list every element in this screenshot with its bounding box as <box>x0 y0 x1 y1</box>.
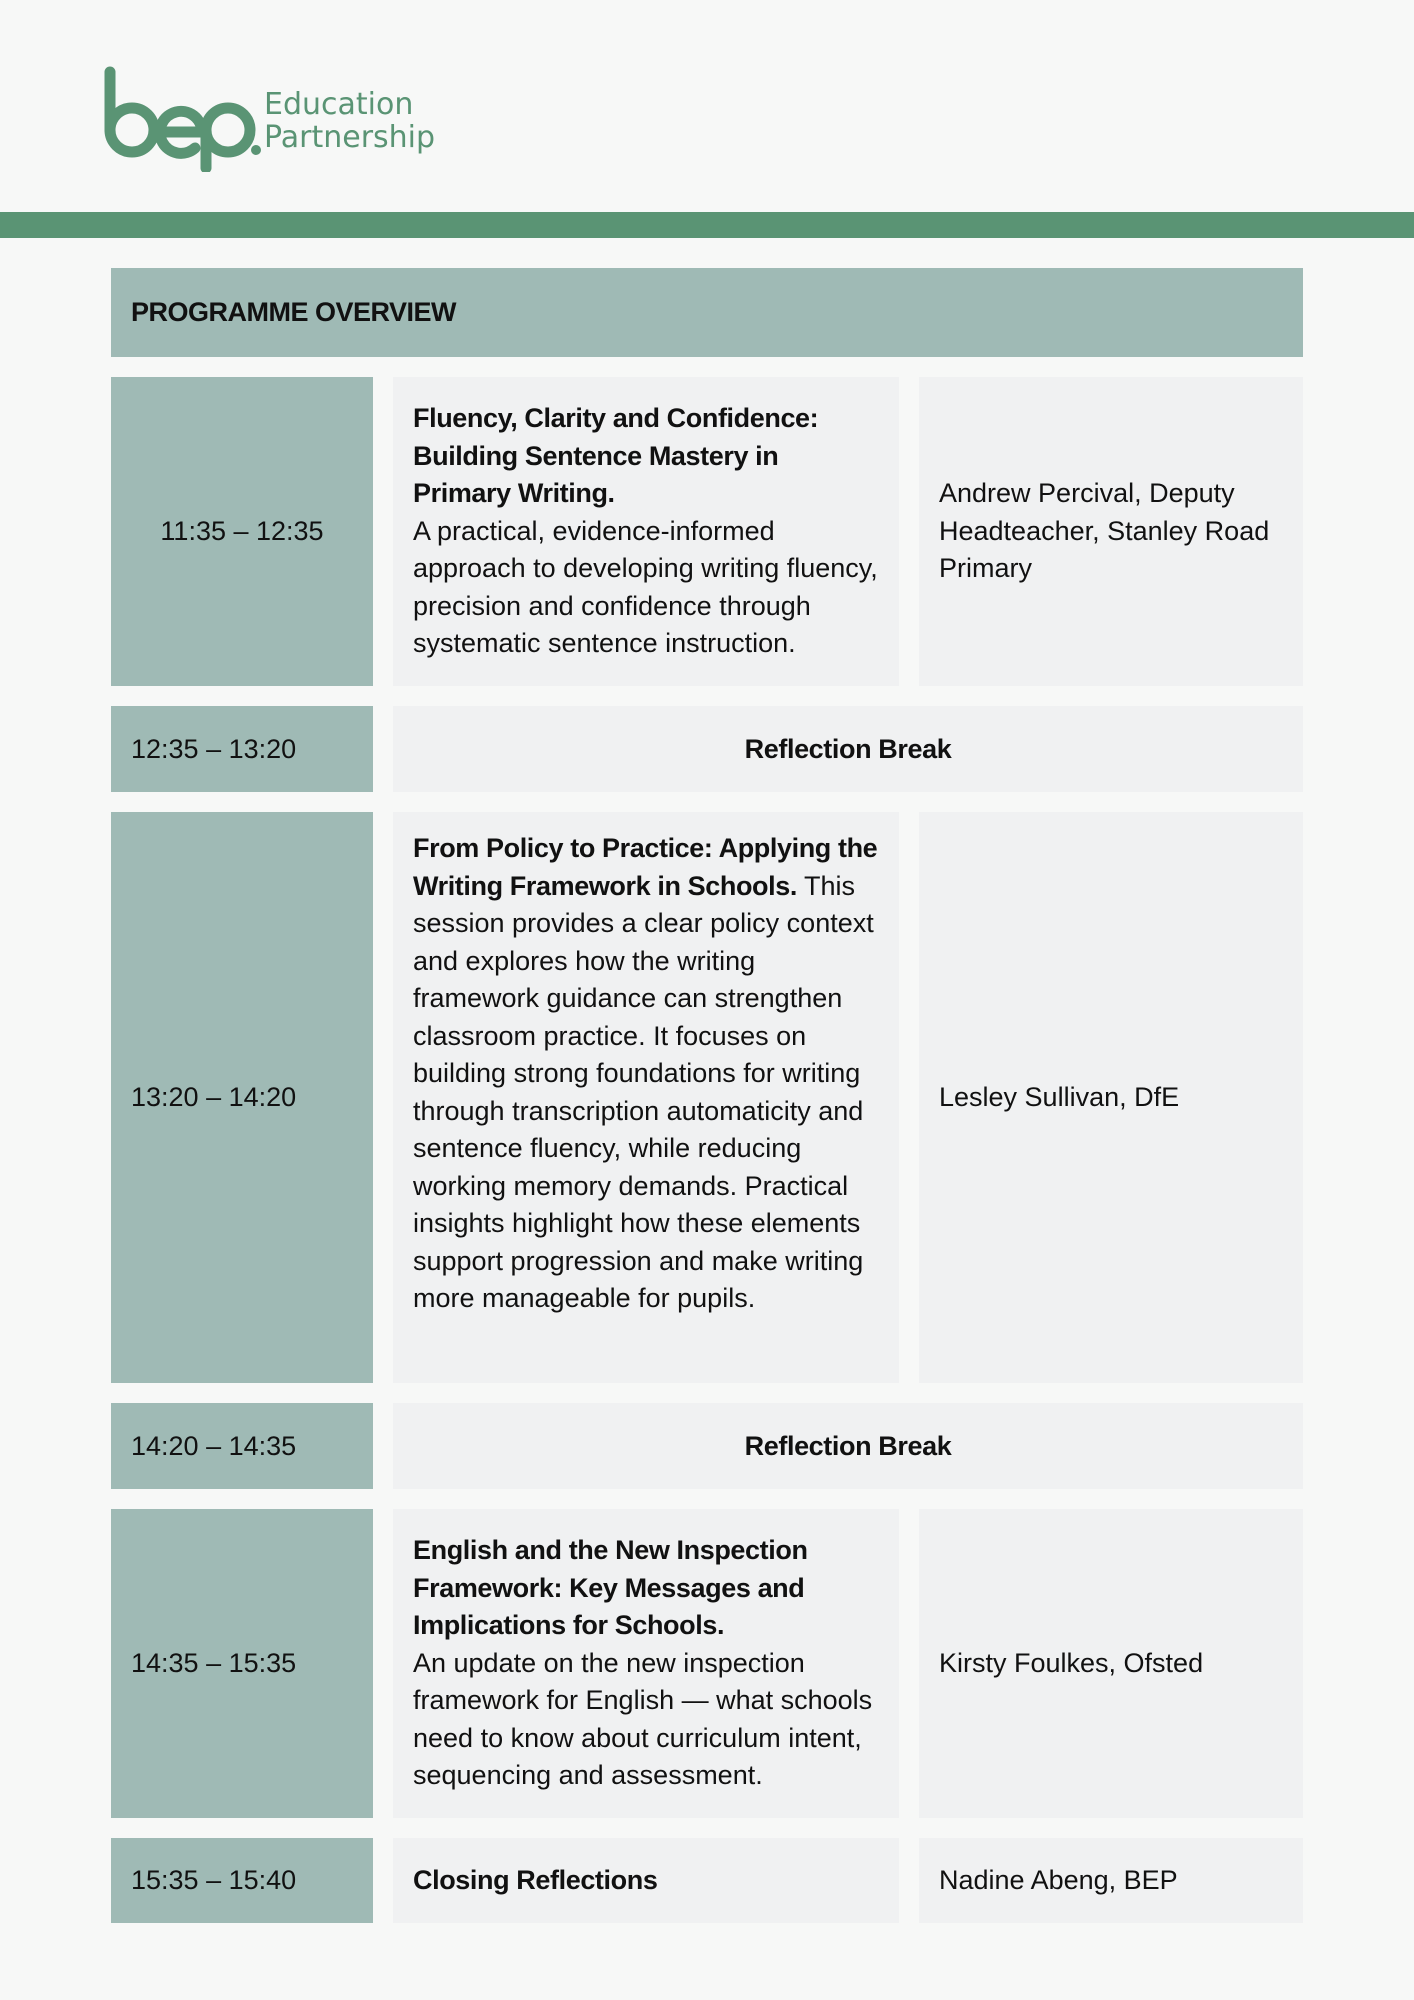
session-title: From Policy to Practice: Applying the Writing Framework in Schools. <box>413 833 878 901</box>
programme-row <box>111 1838 1303 1923</box>
time-cell: 15:35 – 15:40 <box>111 1838 373 1923</box>
logo-line-partnership: Partnership <box>264 120 436 155</box>
speaker-cell: Lesley Sullivan, DfE <box>919 812 1303 1383</box>
bep-logo <box>102 66 436 178</box>
session-title: Fluency, Clarity and Confidence: Building Sentence Mastery in Primary Writing. <box>413 403 819 509</box>
speaker-cell: Kirsty Foulkes, Ofsted <box>919 1509 1303 1818</box>
session-description: A practical, evidence-informed approach to developing writing fluency, precision and confidence through systematic sentence instruction. <box>413 515 878 659</box>
programme-row <box>111 377 1303 686</box>
session-description: An update on the new inspection framework for English — what schools need to know about curriculum intent, sequencing and assessment. <box>413 1647 873 1791</box>
speaker-cell: Andrew Percival, Deputy Headteacher, Stanley Road Primary <box>919 377 1303 686</box>
session-title: English and the New Inspection Framework: Key Messages and Implications for Schools. <box>413 1535 808 1641</box>
session-cell <box>393 812 899 1383</box>
session-description: This session provides a clear policy context and explores how the writing framework guidance can strengthen classroom practice. It focuses on building strong foundations for writing through transcription automaticity and sentence fluency, while reducing working memory demands. Practical insights highlight how these elements support progression and make writing more manageable for pupils. <box>413 870 874 1313</box>
programme-row <box>111 1509 1303 1818</box>
session-cell <box>393 1509 899 1818</box>
time-cell: 11:35 – 12:35 <box>111 377 373 686</box>
time-cell: 12:35 – 13:20 <box>111 706 373 792</box>
time-cell: 14:35 – 15:35 <box>111 1509 373 1818</box>
logo-text <box>264 88 435 154</box>
bep-logo-mark <box>102 66 262 172</box>
speaker-cell: Nadine Abeng, BEP <box>919 1838 1303 1923</box>
break-row <box>111 1403 1303 1489</box>
programme-row <box>111 812 1303 1383</box>
time-cell: 14:20 – 14:35 <box>111 1403 373 1489</box>
break-row <box>111 706 1303 792</box>
session-cell <box>393 1838 899 1923</box>
break-label: Reflection Break <box>393 706 1303 792</box>
logo-line-education: Education <box>264 87 414 122</box>
section-title: PROGRAMME OVERVIEW <box>111 268 1303 357</box>
session-cell <box>393 377 899 686</box>
break-label: Reflection Break <box>393 1403 1303 1489</box>
header-bar <box>0 212 1414 238</box>
session-title: Closing Reflections <box>413 1864 658 1895</box>
time-cell: 13:20 – 14:20 <box>111 812 373 1383</box>
